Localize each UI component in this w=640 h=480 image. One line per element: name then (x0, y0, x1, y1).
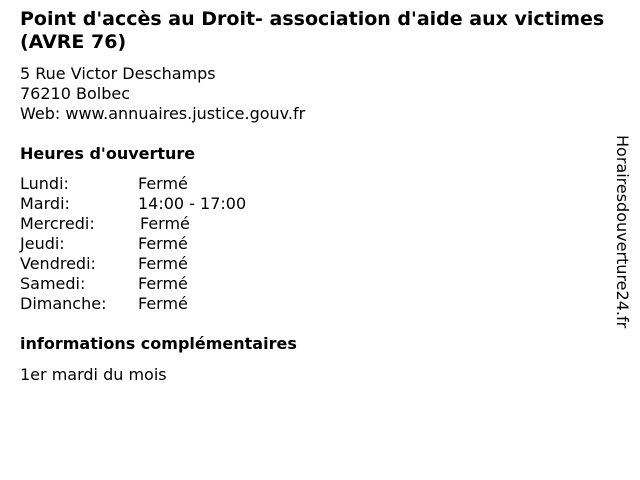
hours-value: Fermé (138, 234, 188, 253)
hours-value: Fermé (140, 214, 190, 233)
hours-value: Fermé (138, 174, 188, 193)
hours-day: Lundi: (20, 174, 69, 193)
page-title: Point d'accès au Droit- association d'aide aux victimes (AVRE 76) (20, 8, 605, 53)
hours-value: Fermé (138, 294, 188, 313)
address-web[interactable]: Web: www.annuaires.justice.gouv.fr (20, 104, 306, 123)
hours-value: 14:00 - 17:00 (138, 194, 247, 213)
address-block (20, 64, 305, 124)
hours-day: Vendredi: (20, 254, 96, 273)
address-street: 5 Rue Victor Deschamps (20, 64, 216, 83)
additional-info-text: 1er mardi du mois (20, 365, 167, 384)
hours-day: Samedi: (20, 274, 86, 293)
opening-hours-heading: Heures d'ouverture (20, 144, 196, 163)
hours-day: Jeudi: (20, 234, 65, 253)
address-city: 76210 Bolbec (20, 84, 130, 103)
hours-value: Fermé (138, 254, 188, 273)
hours-value: Fermé (138, 274, 188, 293)
hours-day: Dimanche: (20, 294, 107, 313)
additional-info-heading: informations complémentaires (20, 334, 297, 353)
hours-day: Mardi: (20, 194, 70, 213)
site-watermark: Horairesdouverture24.fr (613, 135, 632, 329)
hours-day: Mercredi: (20, 214, 95, 233)
